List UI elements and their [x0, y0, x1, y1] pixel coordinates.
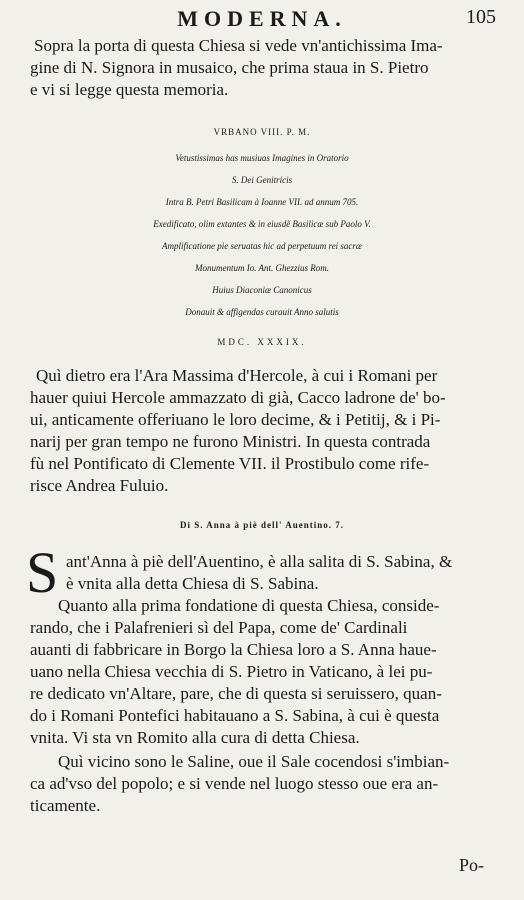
paragraph-line: ca ad'vso del popolo; e si vende nel luogo stesso oue era an-	[30, 774, 439, 793]
paragraph-line: auanti di fabbricare in Borgo la Chiesa loro a S. Anna haue-	[30, 640, 437, 659]
paragraph-line: Quì vicino sono le Saline, oue il Sale cocendosi s'imbian-	[58, 752, 450, 771]
paragraph-line: ant'Anna à piè dell'Auentino, è alla salita di S. Sabina, &	[66, 552, 453, 571]
paragraph-line: risce Andrea Fuluio.	[30, 476, 169, 495]
page-number: 105	[466, 6, 496, 28]
paragraph-line: ticamente.	[30, 796, 101, 815]
inscription-title: VRBANO VIII. P. M.	[213, 127, 311, 137]
intro-line: gine di N. Signora in musaico, che prima staua in S. Pietro	[30, 58, 429, 77]
page-header	[0, 6, 524, 32]
inscription-line: Vetustissimas has musiuas Imagines in Oratorio	[175, 153, 349, 163]
inscription-line: Exedificato, olim extantes & in eiusdẽ Basilicæ sub Paolo V.	[153, 219, 371, 229]
paragraph-line: re dedicato vn'Altare, pare, che di questa si seruissero, quan-	[30, 684, 442, 703]
inscription-line: Huius Diaconiæ Canonicus	[212, 285, 312, 295]
intro-line: e vi si legge questa memoria.	[30, 80, 229, 99]
paragraph-line: uano nella Chiesa vecchia di S. Pietro in Vaticano, à lei pu-	[30, 662, 433, 681]
inscription-line: Donauit & affigendas curauit Anno salutis	[185, 307, 339, 317]
paragraph-line: rando, che i Palafrenieri sì del Papa, come de' Cardinali	[30, 618, 408, 637]
inscription-line: S. Dei Genitricis	[231, 175, 293, 185]
inscription-line: Monumentum Io. Ant. Ghezzius Rom.	[194, 263, 330, 273]
section-heading: Di S. Anna à piè dell' Auentino. 7.	[179, 520, 345, 530]
paragraph-line: è vnita alla detta Chiesa di S. Sabina.	[66, 574, 319, 593]
paragraph-line: fù nel Pontificato di Clemente VII. il Prostibulo come rife-	[30, 454, 430, 473]
paragraph-line: Quanto alla prima fondatione di questa Chiesa, conside-	[58, 596, 440, 615]
inscription-date: MDC. XXXIX.	[217, 337, 307, 347]
paragraph-line: vnita. Vi sta vn Romito alla cura di detta Chiesa.	[30, 728, 360, 747]
paragraph-line: hauer quiui Hercole ammazzato di già, Cacco ladrone de' bo-	[30, 388, 446, 407]
running-head: MODERNA.	[177, 6, 347, 31]
paragraph-line: narij per gran tempo ne furono Ministri. In questa contrada	[30, 432, 431, 451]
inscription-line: Amplificatione pie seruatas hic ad perpetuum rei sacræ	[162, 241, 362, 251]
intro-line: Sopra la porta di questa Chiesa si vede vn'antichissima Ima-	[34, 36, 443, 55]
paragraph-line: Quì dietro era l'Ara Massima d'Hercole, à cui i Romani per	[36, 366, 438, 385]
drop-cap: S	[26, 540, 59, 605]
paragraph-line: ui, anticamente offeriuano le loro decime, & i Petitij, & i Pi-	[30, 410, 441, 429]
catchword: Po-	[458, 855, 484, 875]
inscription-line: Intra B. Petri Basilicam à Ioanne VII. ad annum 705.	[165, 197, 359, 207]
paragraph-line: do i Romani Pontefici habitauano a S. Sabina, à cui è questa	[30, 706, 440, 725]
